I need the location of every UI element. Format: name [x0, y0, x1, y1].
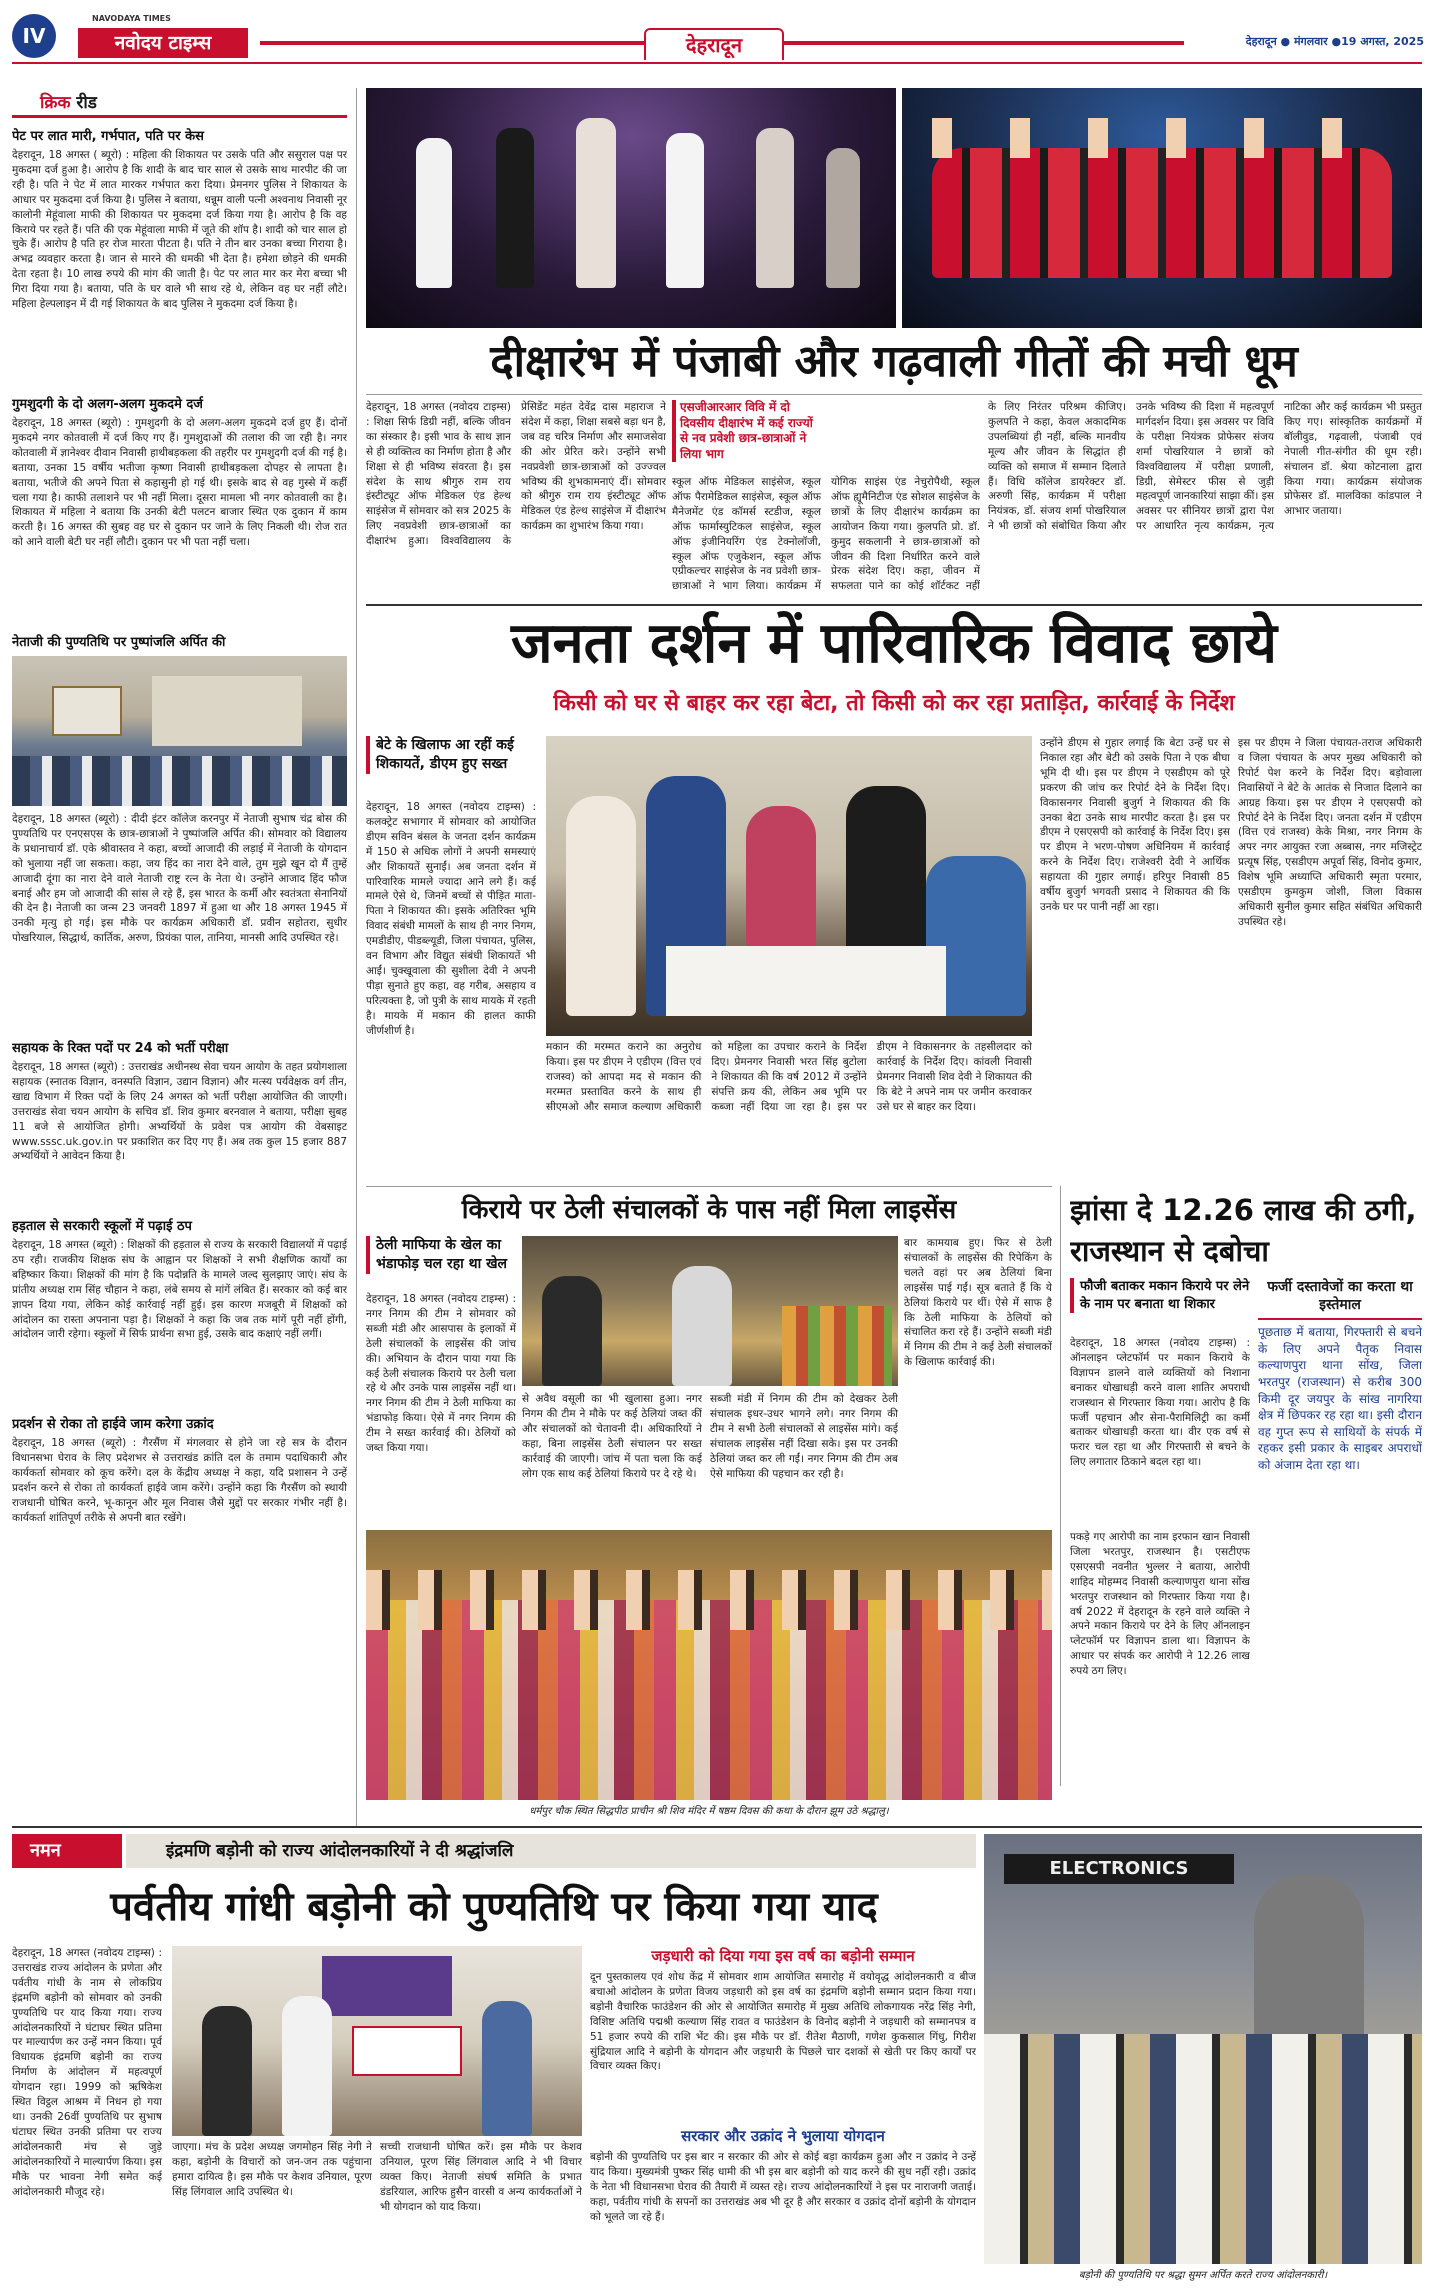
- thele-body-c: सब्जी मंडी में निगम की टीम को देखकर ठेली संचालक इधर-उधर भागने लगे। नगर निगम की टीम ने सभी ठेली संचालकों से लाइसेंस मांगे। कई संचालक लाइसेंस नहीं दिखा सके। इस पर उनकी ठेलियां जब्त कर ली गईं। नगर निगम की टीम अब ऐसे माफिया की पहचान कर रही है।: [710, 1393, 898, 1480]
- naman-sub2-body: बड़ोनी की पुण्यतिथि पर इस बार न सरकार की ओर से कोई बड़ा कार्यक्रम हुआ और न उक्रांद ने उन्हें याद किया। मुख्यमंत्री पुष्कर सिंह धामी की भी इस बार बड़ोनी को याद करने की सुध नहीं रही। उक्रांद के नेता भी विधानसभा घेराव की तैयारी में व्यस्त रहे। राज्य आंदोलनकारियों ने इस पर नाराजगी जताई। कहा, पर्वतीय गांधी के सपनों का उत्तराखंड अब भी दूर है और सरकार व उक्रांद दोनों बड़ोनी के योगदान को भूलते जा रहे हैं।: [590, 2151, 976, 2223]
- thele-body-b: से अवैध वसूली का भी खुलासा हुआ। नगर निगम की टीम ने मौके पर कई ठेलियां जब्त कीं और संचालकों को चेतावनी दी। अधिकारियों ने कहा, बिना लाइसेंस ठेली संचालन पर सख्त कार्रवाई की जाएगी। जांच में पता चला कि कई लोग एक साथ कई ठेलियां किराये पर दे रहे थे।: [522, 1393, 702, 1480]
- city-tab: देहरादून: [644, 28, 784, 60]
- masthead-rule-left: [260, 41, 644, 45]
- naman-body-a: देहरादून, 18 अगस्त (नवोदय टाइम्स) : उत्तराखंड राज्य आंदोलन के प्रणेता और पर्वतीय गांधी के नाम से लोकप्रिय इंद्रमणि बड़ोनी को सोमवार को उनकी पुण्यतिथि पर याद किया गया। राज्य आंदोलनकारियों ने घंटाघर स्थित प्रतिमा पर माल्यार्पण कर उन्हें नमन किया। पूर्व विधायक इंद्रमणि बड़ोनी का राज्य निर्माण के आंदोलन में महत्वपूर्ण योगदान रहा। 1999 को ऋषिकेश स्थित विट्ठल आश्रम में निधन हो गया था। उनकी 26वीं पुण्यतिथि पर सुभाष घंटाघर स्थित उनकी प्रतिमा पर राज्य आंदोलनकारी मंच से जुड़े आंदोलनकारियों ने माल्यार्पण किया। इस मौके पर भावना नेगी समेत कई आंदोलनकारी मौजूद रहे।: [12, 1947, 162, 2198]
- naman-sub2-head: सरकार और उक्रांद ने भुलाया योगदान: [681, 2127, 885, 2145]
- naman-headline: पर्वतीय गांधी बड़ोनी को पुण्यतिथि पर किया गया याद: [110, 1883, 878, 1930]
- top-story-body-2: स्कूल ऑफ मेडिकल साइंसेज, स्कूल ऑफ पैरामेडिकल साइंसेज, स्कूल ऑफ मैनेजमेंट एंड कॉमर्स स्टडीज, स्कूल ऑफ फार्मास्युटिकल साइंसेज, स्कूल ऑफ इंजीनियरिंग एंड टेक्नोलॉजी, स्कूल ऑफ एजुकेशन, स्कूल ऑफ एग्रीकल्चर साइंसेज के नव प्रवेशी छात्र-छात्राओं ने भाग लिया। कार्यक्रम में योगिक साइंस एंड नेचुरोपैथी, स्कूल ऑफ ह्यूमैनिटीज एंड सोशल साइंसेज के छात्रों के लिए दीक्षारंभ कार्यक्रम का आयोजन किया गया। कुलपति प्रो. डॉ. कुमुद सकलानी ने छात्र-छात्राओं को जीवन की दिशा निर्धारित करने वाले प्रेरक संदेश दिए। कहा, जीवन में सफलता पाने का कोई शॉर्टकट नहीं: [672, 476, 980, 593]
- janta-body-d: इस पर डीएम ने जिला पंचायत-तराज अधिकारी व जिला पंचायत के अपर मुख्य अधिकारी को रिपोर्ट पेश करने के निर्देश दिए। बड़ोवाला निवासियों ने बेटे के आतंक से निजात दिलाने का आग्रह किया। इस पर डीएम ने एसएसपी को रिपोर्ट देने के निर्देश दिए। जनता दर्शन में एडीएम (वित्त एवं राजस्व) केके मिश्रा, नगर निगम के अपर नगर आयुक्त रजा अब्बास, नगर मजिस्ट्रेट प्रत्यूष सिंह, एसडीएम अपूर्वा सिंह, विनोद कुमार, विशेष भूमि अध्याप्ति अधिकारी स्मृता परमार, एसडीएम कुमकुम जोशी, जिला विकास अधिकारी सुनील कुमार सहित संबंधित अधिकारी उपस्थित रहे।: [1238, 737, 1422, 928]
- jhansa-box-head: फर्जी दस्तावेजों का करता था इस्तेमाल: [1258, 1278, 1422, 1320]
- crime-story-5-headline: हड़ताल से सरकारी स्कूलों में पढ़ाई ठप: [12, 1219, 192, 1234]
- naman-sub1-head: जड़धारी को दिया गया इस वर्ष का बड़ोनी सम्मान: [651, 1947, 915, 1965]
- masthead-rule-right: [784, 41, 1184, 45]
- thele-side-head: ठेली माफिया के खेल का भंडाफोड़ चल रहा था खेल: [366, 1236, 516, 1274]
- janta-subhead: किसी को घर से बाहर कर रहा बेटा, तो किसी को कर रहा प्रताड़ित, कार्रवाई के निर्देश: [553, 691, 1235, 716]
- dance-photo-right: [902, 88, 1422, 328]
- thele-photo: [522, 1236, 898, 1386]
- crime-story-1-headline: पेट पर लात मारी, गर्भपात, पति पर केस: [12, 129, 204, 144]
- page-number-badge: IV: [12, 14, 56, 58]
- top-story-tag: एसजीआरआर विवि में दो दिवसीय दीक्षारंभ में कई राज्यों से नव प्रवेशी छात्र-छात्राओं ने लिया भाग: [672, 400, 822, 462]
- crime-story-3-body: देहरादून, 18 अगस्त (ब्यूरो) : दीदी इंटर कॉलेज करनपुर में नेताजी सुभाष चंद्र बोस की पुण्यतिथि पर एनएसएस के छात्र-छात्राओं ने पुष्पांजलि अर्पित की। सोमवार को विद्यालय के प्रधानाचार्य डॉ. एके श्रीवास्तव ने कहा, बच्चों आजादी की लड़ाई में नेताजी के योगदान को भुलाया नहीं जा सकता। कहा, जय हिंद का नारा देने वाले, तुम मुझे खून दो मैं तुम्हें आजादी दूंगा का नारा देने वाले नेताजी राष्ट्र रत्न के नेता थे। उन्होंने आजाद हिंद फौज बनाई और हम जो आजादी की सांस ले रहे हैं, इस भारत के कर्मी और स्वतंत्रता सेनानियों की देन है। नेताजी का जन्म 23 जनवरी 1897 में हुआ था और 18 अगस्त 1945 में उनकी मृत्यु हो गई। इस मौके पर कार्यक्रम अधिकारी डॉ. प्रवीन सहोतरा, सुधीर पोखरियाल, सिद्धार्थ, कार्तिक, अरुण, प्रियंका पाल, तानिया, मानसी आदि उपस्थित रहे।: [12, 813, 347, 945]
- jhansa-side-head: फौजी बताकर मकान किराये पर लेने के नाम पर बनाता था शिकार: [1070, 1278, 1250, 1313]
- naman-banner: इंद्रमणि बड़ोनी को राज्य आंदोलनकारियों ने दी श्रद्धांजलि: [126, 1834, 976, 1868]
- jhansa-body-b: पकड़े गए आरोपी का नाम इरफान खान निवासी जिला भरतपुर, राजस्थान है। एसटीएफ एसएसपी नवनीत भुल्लर ने बताया, आरोपी शाहिद मोहम्मद निवासी कल्याणपुरा थाना सोंख भरतपुर राजस्थान को गिरफ्तार किया गया है। वर्ष 2022 में देहरादून के रहने वाले व्यक्ति ने अपने मकान किराये पर देने के लिए ऑनलाइन प्लेटफॉर्म पर विज्ञापन डाला था। विज्ञापन के आधार पर संपर्क कर आरोपी ने 12.26 लाख रुपये ठग लिए।: [1070, 1531, 1250, 1678]
- naman-body-c: सच्ची राजधानी घोषित करें। इस मौके पर केशव उनियाल, पूरण सिंह लिंगवाल आदि ने भी विचार व्यक्त किए। नेताजी संघर्ष समिति के प्रभात डंडरियाल, आरिफ हुसैन वारसी व अन्य कार्यकर्ताओं ने भी योगदान को याद किया।: [380, 2141, 582, 2213]
- top-story-body-1: देहरादून, 18 अगस्त (नवोदय टाइम्स) : शिक्षा सिर्फ डिग्री नहीं, बल्कि जीवन का संस्कार है। इसी भाव के साथ ज्ञान से ही व्यक्तित्व का निर्माण होता है और शिक्षा से ही भविष्य संवरता है। इस संदेश के साथ श्रीगुरु राम राय इंस्टीट्यूट ऑफ मेडिकल एंड हेल्थ साइंसेज में सोमवार को सत्र 2025 के लिए नवप्रवेशी छात्र-छात्राओं का दीक्षारंभ हुआ। विश्वविद्यालय के प्रेसिडेंट महंत देवेंद्र दास महाराज ने संदेश में कहा, शिक्षा सबसे बड़ा धन है, जब वह चरित्र निर्माण और समाजसेवा की ओर प्रेरित करे। उन्होंने सभी नवप्रवेशी छात्र-छात्राओं को उज्ज्वल भविष्य की शुभकामनाएं दीं। सोमवार को श्रीगुरु राम राय इंस्टीट्यूट ऑफ मेडिकल एंड हेल्थ साइंसेज में दीक्षारंभ कार्यक्रम का शुभारंभ किया गया।: [366, 401, 666, 548]
- janta-body-c: उन्होंने डीएम से गुहार लगाई कि बेटा उन्हें घर से निकाल रहा और बेटी को उसके पिता ने एक बीघा भूमि दी थी। इस पर डीएम ने एसडीएम को पूरे प्रकरण की जांच कर रिपोर्ट देने के निर्देश दिए। विकासनगर निवासी बुजुर्ग ने शिकायत की कि उनका बेटा उनके साथ मारपीट करता है। इस पर डीएम ने एसएसपी को कार्रवाई के निर्देश दिए। इस पर डीएम ने भरण-पोषण अधिनियम में कार्रवाई करने के निर्देश दिए। राजेश्वरी देवी ने आर्थिक सहायता की गुहार लगाई। हरिपुर निवासी 85 वर्षीय बुजुर्ग भगवती प्रसाद ने शिकायत की कि उनके घर पर पानी नहीं आ रहा।: [1040, 737, 1230, 913]
- janta-darshan-photo: [546, 736, 1032, 1036]
- jhansa-headline: झांसा दे 12.26 लाख की ठगी, राजस्थान से दबोचा: [1070, 1193, 1417, 1269]
- thele-body-d: बार कामयाब हुए। फिर से ठेली संचालकों के लाइसेंस की रिपेकिंग के चलते वहां पर अब ठेलियां बिना लाइसेंस पाई गईं। सूत्र बताते हैं कि ये ठेलियां किराये पर थीं। ऐसे में साफ है कि ठेली माफिया के ठेलियों को संचालित करा रहे हैं। उन्होंने सब्जी मंडी में निगम की टीम ने कई ठेली संचालकों के खिलाफ कार्रवाई की।: [904, 1237, 1052, 1369]
- naman-tag: नमन: [12, 1834, 122, 1868]
- crime-story-4-body: देहरादून, 18 अगस्त (ब्यूरो) : उत्तराखंड अधीनस्थ सेवा चयन आयोग के तहत प्रयोगशाला सहायक (स्नातक विज्ञान, वनस्पति विज्ञान, उद्यान विज्ञान) और मत्स्य पर्यवेक्षक वर्ग तीन, खाद्य विभाग में रिक्त पदों के लिए 24 अगस्त को भर्ती परीक्षा आयोजित की जाएगी। उत्तराखंड सेवा चयन आयोग के सचिव डॉ. शिव कुमार बरनवाल ने बताया, परीक्षा सुबह 11 बजे से आयोजित होगी। अभ्यर्थियों के प्रवेश पत्र आयोग की वेबसाइट www.sssc.uk.gov.in पर प्रकाशित कर दिए गए हैं। अब तक कुल 15 हजार 887 अभ्यर्थियों ने आवेदन किया है।: [12, 1061, 347, 1163]
- column-divider: [356, 88, 357, 1828]
- jhansa-body-a: देहरादून, 18 अगस्त (नवोदय टाइम्स) : ऑनलाइन प्लेटफॉर्म पर मकान किराये के विज्ञापन डालने वाले व्यक्तियों को निशाना बनाकर धोखाधड़ी करने वाला शातिर अपराधी राजस्थान से गिरफ्तार किया गया। आरोप है कि फर्जी पहचान और सेना-पैरामिलिट्री का कर्मी बताकर धोखाधड़ी करता था। वीर एक वर्ष से फरार चल रहा था और गिरफ्तारी से बचने के लिए लगातार ठिकाने बदल रहा था।: [1070, 1337, 1250, 1469]
- thele-body-a: देहरादून, 18 अगस्त (नवोदय टाइम्स) : नगर निगम की टीम ने सोमवार को सब्जी मंडी और आसपास के इलाकों में ठेली संचालकों के लाइसेंस की जांच की। अभियान के दौरान पाया गया कि कई ठेली संचालक किराये पर ठेली चला रहे थे और उनके पास लाइसेंस नहीं था। नगर निगम की टीम ने ठेली माफिया का भंडाफोड़ किया। ऐसे में नगर निगम की टीम ने सख्त कार्रवाई की। ठेलियों को जब्त किया गया।: [366, 1293, 516, 1455]
- crime-story-6-headline: प्रदर्शन से रोका तो हाईवे जाम करेगा उक्रांद: [12, 1417, 214, 1432]
- janta-body-b: मकान की मरम्मत कराने का अनुरोध किया। इस पर डीएम ने एडीएम (वित्त एवं राजस्व) को आपदा मद से मकान की मरम्मत प्रस्तावित करने के साथ ही सीएमओ और समाज कल्याण अधिकारी को महिला का उपचार कराने के निर्देश दिए। प्रेमनगर निवासी भरत सिंह बुटोला ने शिकायत की कि वर्ष 2012 में उन्होंने संपत्ति क्रय की, लेकिन अब भूमि पर कब्जा नहीं दिया जा रहा है। इस पर डीएम ने विकासनगर के तहसीलदार को कार्रवाई के निर्देश दिए। कांवली निवासी प्रेमनगर निवासी शिव देवी ने शिकायत की कि बेटे ने अपने नाम पर जमीन करवाकर उसे घर से बाहर कर दिया।: [546, 1041, 1032, 1113]
- festival-crowd-photo: [366, 1530, 1052, 1800]
- janta-side-head: बेटे के खिलाफ आ रहीं कई शिकायतें, डीएम हुए सख्त: [366, 736, 536, 774]
- crime-story-6-body: देहरादून, 18 अगस्त (ब्यूरो) : गैरसैंण में मंगलवार से होने जा रहे सत्र के दौरान विधानसभा घेराव के लिए प्रदेशभर से उत्तराखंड क्रांति दल के तमाम पदाधिकारी और कार्यकर्ता सोमवार को कूच करेंगे। दल के केंद्रीय अध्यक्ष ने कहा, यदि प्रशासन ने उन्हें प्रदर्शन करने से रोका तो कार्यकर्ता हाईवे जाम करेंगे। उन्होंने कहा कि गैरसैंण को स्थायी राजधानी घोषित करने, भू-कानून और मूल निवास जैसे मुद्दों पर सरकार गंभीर नहीं है। कार्यकर्ता शांतिपूर्ण तरीके से अपनी बात रखेंगे।: [12, 1437, 347, 1524]
- crime-story-5-body: देहरादून, 18 अगस्त (ब्यूरो) : शिक्षकों की हड़ताल से राज्य के सरकारी विद्यालयों में पढ़ाई ठप रही। राजकीय शिक्षक संघ के आह्वान पर शिक्षकों ने सभी शैक्षणिक कार्यों का बहिष्कार किया। शिक्षकों की मांग है कि पदोन्नति के मामले जल्द सुलझाए जाएं। संघ के प्रांतीय अध्यक्ष राम सिंह चौहान ने कहा, लंबे समय से मांगें लंबित हैं। सरकार को कई बार ज्ञापन दिया गया, लेकिन कोई कार्रवाई नहीं हुई। इस कारण मजबूरी में शिक्षकों को आंदोलन का रास्ता अपनाना पड़ा है। शिक्षकों ने कहा कि जब तक मांगें पूरी नहीं होंगी, आंदोलन जारी रहेगा। स्कूलों में सिर्फ प्रार्थना सभा हुई, उसके बाद कक्षाएं नहीं लगीं।: [12, 1239, 347, 1341]
- naman-photo-caption: बड़ोनी की पुण्यतिथि पर श्रद्धा सुमन अर्पित करते राज्य आंदोलनकारी।: [1078, 2270, 1328, 2281]
- thele-headline: किराये पर ठेली संचालकों के पास नहीं मिला लाइसेंस: [461, 1195, 957, 1225]
- crime-story-2-headline: गुमशुदगी के दो अलग-अलग मुकदमे दर्ज: [12, 397, 203, 412]
- janta-body-a: देहरादून, 18 अगस्त (नवोदय टाइम्स) : कलक्ट्रेट सभागार में सोमवार को आयोजित डीएम सविन बंसल के जनता दर्शन कार्यक्रम में 150 से अधिक लोगों ने अपनी समस्याएं और शिकायतें सुनाईं। अब जनता दर्शन में पारिवारिक मामले ज्यादा आने लगे हैं। कई मामले ऐसे थे, जिनमें बच्चों से पीड़ित माता-पिता ने शिकायत की। इसके अतिरिक्त भूमि विवाद संबंधी मामलों के साथ ही नगर निगम, एमडीडीए, पीडब्ल्यूडी, जिला पंचायत, पुलिस, वन विभाग और विद्युत संबंधी शिकायतें भी आईं। चुक्खूवाला की सुशीला देवी ने अपनी पीड़ा सुनाते हुए कहा, वह गरीब, असहाय व परित्यक्ता है, जो पुत्री के साथ मायके में रहती है। मायके में मकान की हालत काफी जीर्णशीर्ण है।: [366, 801, 536, 1037]
- jhansa-box: [1258, 1278, 1422, 1778]
- dance-photo-left: [366, 88, 896, 328]
- janta-headline: जनता दर्शन में पारिवारिक विवाद छाये: [511, 610, 1277, 676]
- crime-story-1-body: देहरादून, 18 अगस्त ( ब्यूरो) : महिला की शिकायत पर उसके पति और ससुराल पक्ष पर मुकदमा दर्ज हुआ है। आरोप है कि शादी के बाद चार साल से उसके साथ मारपीट की जा रही है। पति ने पेट में लात मारकर गर्भपात करा दिया। प्रेमनगर पुलिस ने शिकायत के आधार पर मुकदमा दर्ज किया है। पुलिस ने बताया, धन्नूम वाली पत्नी अश्वनाथ निवासी नूर कालोनी मेहूंवाला माफी की शिकायत पर मुकदमा दर्ज किया गया है। आरोप है कि वह किराये पर रहते हैं। पति की एक मेहूंवाला माफी में जूते की शॉप है। शादी को चार साल हो चुके हैं। आरोप है पति हर रोज मारता पीटता है। पति ने तीन बार उनका बच्चा गिराया है। अभद्र व्यवहार करता है। जान से मारने की धमकी भी देता है। हमेशा छोड़ने की धमकी देता रहता है। 10 लाख रुपये की मांग की जाती है। पेट पर लात मार कर मेरा बच्चा भी गिरा दिया गया है। बताया, पति के घर वाले भी साथ रहे थे, लेकिन वह घर नहीं लौटे। महिला हेल्पलाइन में दी गई शिकायत के बाद पुलिस ने मुकदमा दर्ज किया है।: [12, 149, 347, 311]
- naman-sub1-body: दून पुस्तकालय एवं शोध केंद्र में सोमवार शाम आयोजित समारोह में वयोवृद्ध आंदोलनकारी व बीज बचाओ आंदोलन के प्रणेता विजय जड़धारी को इस वर्ष का इंद्रमणि बड़ोनी सम्मान प्रदान किया गया। बड़ोनी वैचारिक फाउंडेशन की ओर से आयोजित समारोह में मुख्य अतिथि लोकगायक नरेंद्र सिंह नेगी, विशिष्ट अतिथि पद्मश्री कल्याण सिंह रावत व फाउंडेशन के विनोद बड़ोनी ने जड़धारी को सम्मानपत्र व 51 हजार रुपये की राशि भेंट की। इस मौके पर डॉ. रीतेश मैठाणी, गणेश कुकसाल गिंधु, गिरीश सुंद्रियाल आदि ने बड़ोनी के योगदान और जड़धारी के पिछले चार दशकों से खेती पर किए कार्यों पर विचार व्यक्त किए।: [590, 1971, 976, 2073]
- crime-story-4-headline: सहायक के रिक्त पदों पर 24 को भर्ती परीक्षा: [12, 1041, 229, 1056]
- naman-top-rule: [12, 1826, 1422, 1828]
- top-story-body-3: के लिए निरंतर परिश्रम कीजिए। कुलपति ने कहा, केवल अकादमिक उपलब्धियां ही नहीं, बल्कि मानवीय मूल्य और जीवन के सिद्धांत ही व्यक्ति को समाज में सम्मान दिलाते हैं। विधि कॉलेज डायरेक्टर डॉ. अरुणी सिंह, कार्यक्रम में परीक्षा नियंत्रक, डॉ. संजय शर्मा पोखरियाल ने भी छात्रों को संबोधित किया और उनके भविष्य की दिशा में महत्वपूर्ण मार्गदर्शन दिया। इस अवसर पर विवि के परीक्षा नियंत्रक प्रोफेसर संजय शर्मा पोखरियाल ने छात्रों को विश्वविद्यालय में परीक्षा प्रणाली, डिग्री, सेमेस्टर फीस से जुड़ी महत्वपूर्ण जानकारियां साझा कीं। इस अवसर पर सीनियर छात्रों द्वारा पेश पर आधारित नृत्य कार्यक्रम, नृत्य नाटिका और कई कार्यक्रम भी प्रस्तुत किए गए। सांस्कृतिक कार्यक्रमों में बॉलीवुड, गढ़वाली, पंजाबी एवं नेपाली गीत-संगीत की धूम रही। संचालन डॉ. श्रेया कोटनाला द्वारा किया गया। कार्यक्रम संयोजक प्रोफेसर डॉ. मालविका कांडपाल ने आभार जताया।: [988, 401, 1422, 533]
- crime-section-tag: क्रिक रीड: [12, 90, 347, 118]
- jhansa-box-body: पूछताछ में बताया, गिरफ्तारी से बचने के लिए अपने पैतृक निवास कल्याणपुरा थाना सोंख, जिला भरतपुर (राजस्थान) से करीब 300 किमी दूर जयपुर के सांख नागरिया क्षेत्र में छिपकर रह रहा था। इसी दौरान वह गुप्त रूप से साथियों के संपर्क में रहकर इसी प्रकार के साइबर अपराधों को अंजाम देता रहा था।: [1258, 1325, 1422, 1472]
- date-line: देहरादून ● मंगलवार ●19 अगस्त, 2025: [1245, 35, 1424, 48]
- netaji-tribute-photo: [12, 656, 347, 806]
- brand-small: NAVODAYA TIMES: [92, 14, 171, 23]
- top-story-headline: दीक्षारंभ में पंजाबी और गढ़वाली गीतों की मची धूम: [490, 336, 1298, 387]
- festival-caption: धर्मपुर चौक स्थित सिद्धपीठ प्राचीन श्री शिव मंदिर में षष्ठम दिवस की कथा के दौरान झूम उठे श्रद्धालु।: [529, 1806, 889, 1817]
- naman-tribute-photo: [984, 1834, 1422, 2264]
- masthead-bottom-rule: [12, 62, 1422, 64]
- naman-award-photo: [172, 1946, 582, 2136]
- crime-story-2-body: देहरादून, 18 अगस्त (ब्यूरो) : गुमशुदगी के दो अलग-अलग मुकदमे दर्ज हुए हैं। दोनों मुकदमे नगर कोतवाली में दर्ज किए गए हैं। गुमशुदाओं की तलाश की जा रही है। नगर कोतवाली में ज्ञानेश्वर दीवान निवासी हाथीबड़कला की तहरीर पर गुमशुदगी दर्ज की गई है। बताया, उनका 15 वर्षीय भतीजा कृष्णा निवासी हाथीबड़कला दोपहर से लापता है। बताया, भतीजे की अपने पिता से कहासुनी हो गई थी। इसके बाद से वह गुस्से में कहीं चला गया है। काफी तलाशने पर भी नहीं मिला। दूसरा मामला भी नगर कोतवाली का है। शिकायत में महिला ने बताया कि उनकी बेटी पलटन बाजार स्थित एक दुकान में काम करती है। 16 अगस्त की सुबह वह घर से दुकान पर जाने के लिए निकली थी। रोज रात को आने वाली बेटी घर नहीं लौटी। दुकान पर भी पता नहीं चला।: [12, 417, 347, 549]
- jhansa-divider: [1060, 1186, 1061, 1786]
- naman-body-b: जाएगा। मंच के प्रदेश अध्यक्ष जगमोहन सिंह नेगी ने कहा, बड़ोनी के विचारों को जन-जन तक पहुंचाना हमारा दायित्व है। इस मौके पर केशव उनियाल, पूरण सिंह लिंगवाल आदि उपस्थित थे।: [172, 2141, 372, 2198]
- thele-top-rule: [366, 1186, 1052, 1187]
- shop-sign: ELECTRONICS: [1004, 1854, 1234, 1884]
- crime-story-3-headline: नेताजी की पुण्यतिथि पर पुष्पांजलि अर्पित की: [12, 635, 226, 650]
- brand-logo: नवोदय टाइम्स: [78, 28, 248, 58]
- crime-column: [12, 90, 347, 1820]
- masthead: [0, 0, 1429, 64]
- top-headline-rule: [366, 394, 1422, 395]
